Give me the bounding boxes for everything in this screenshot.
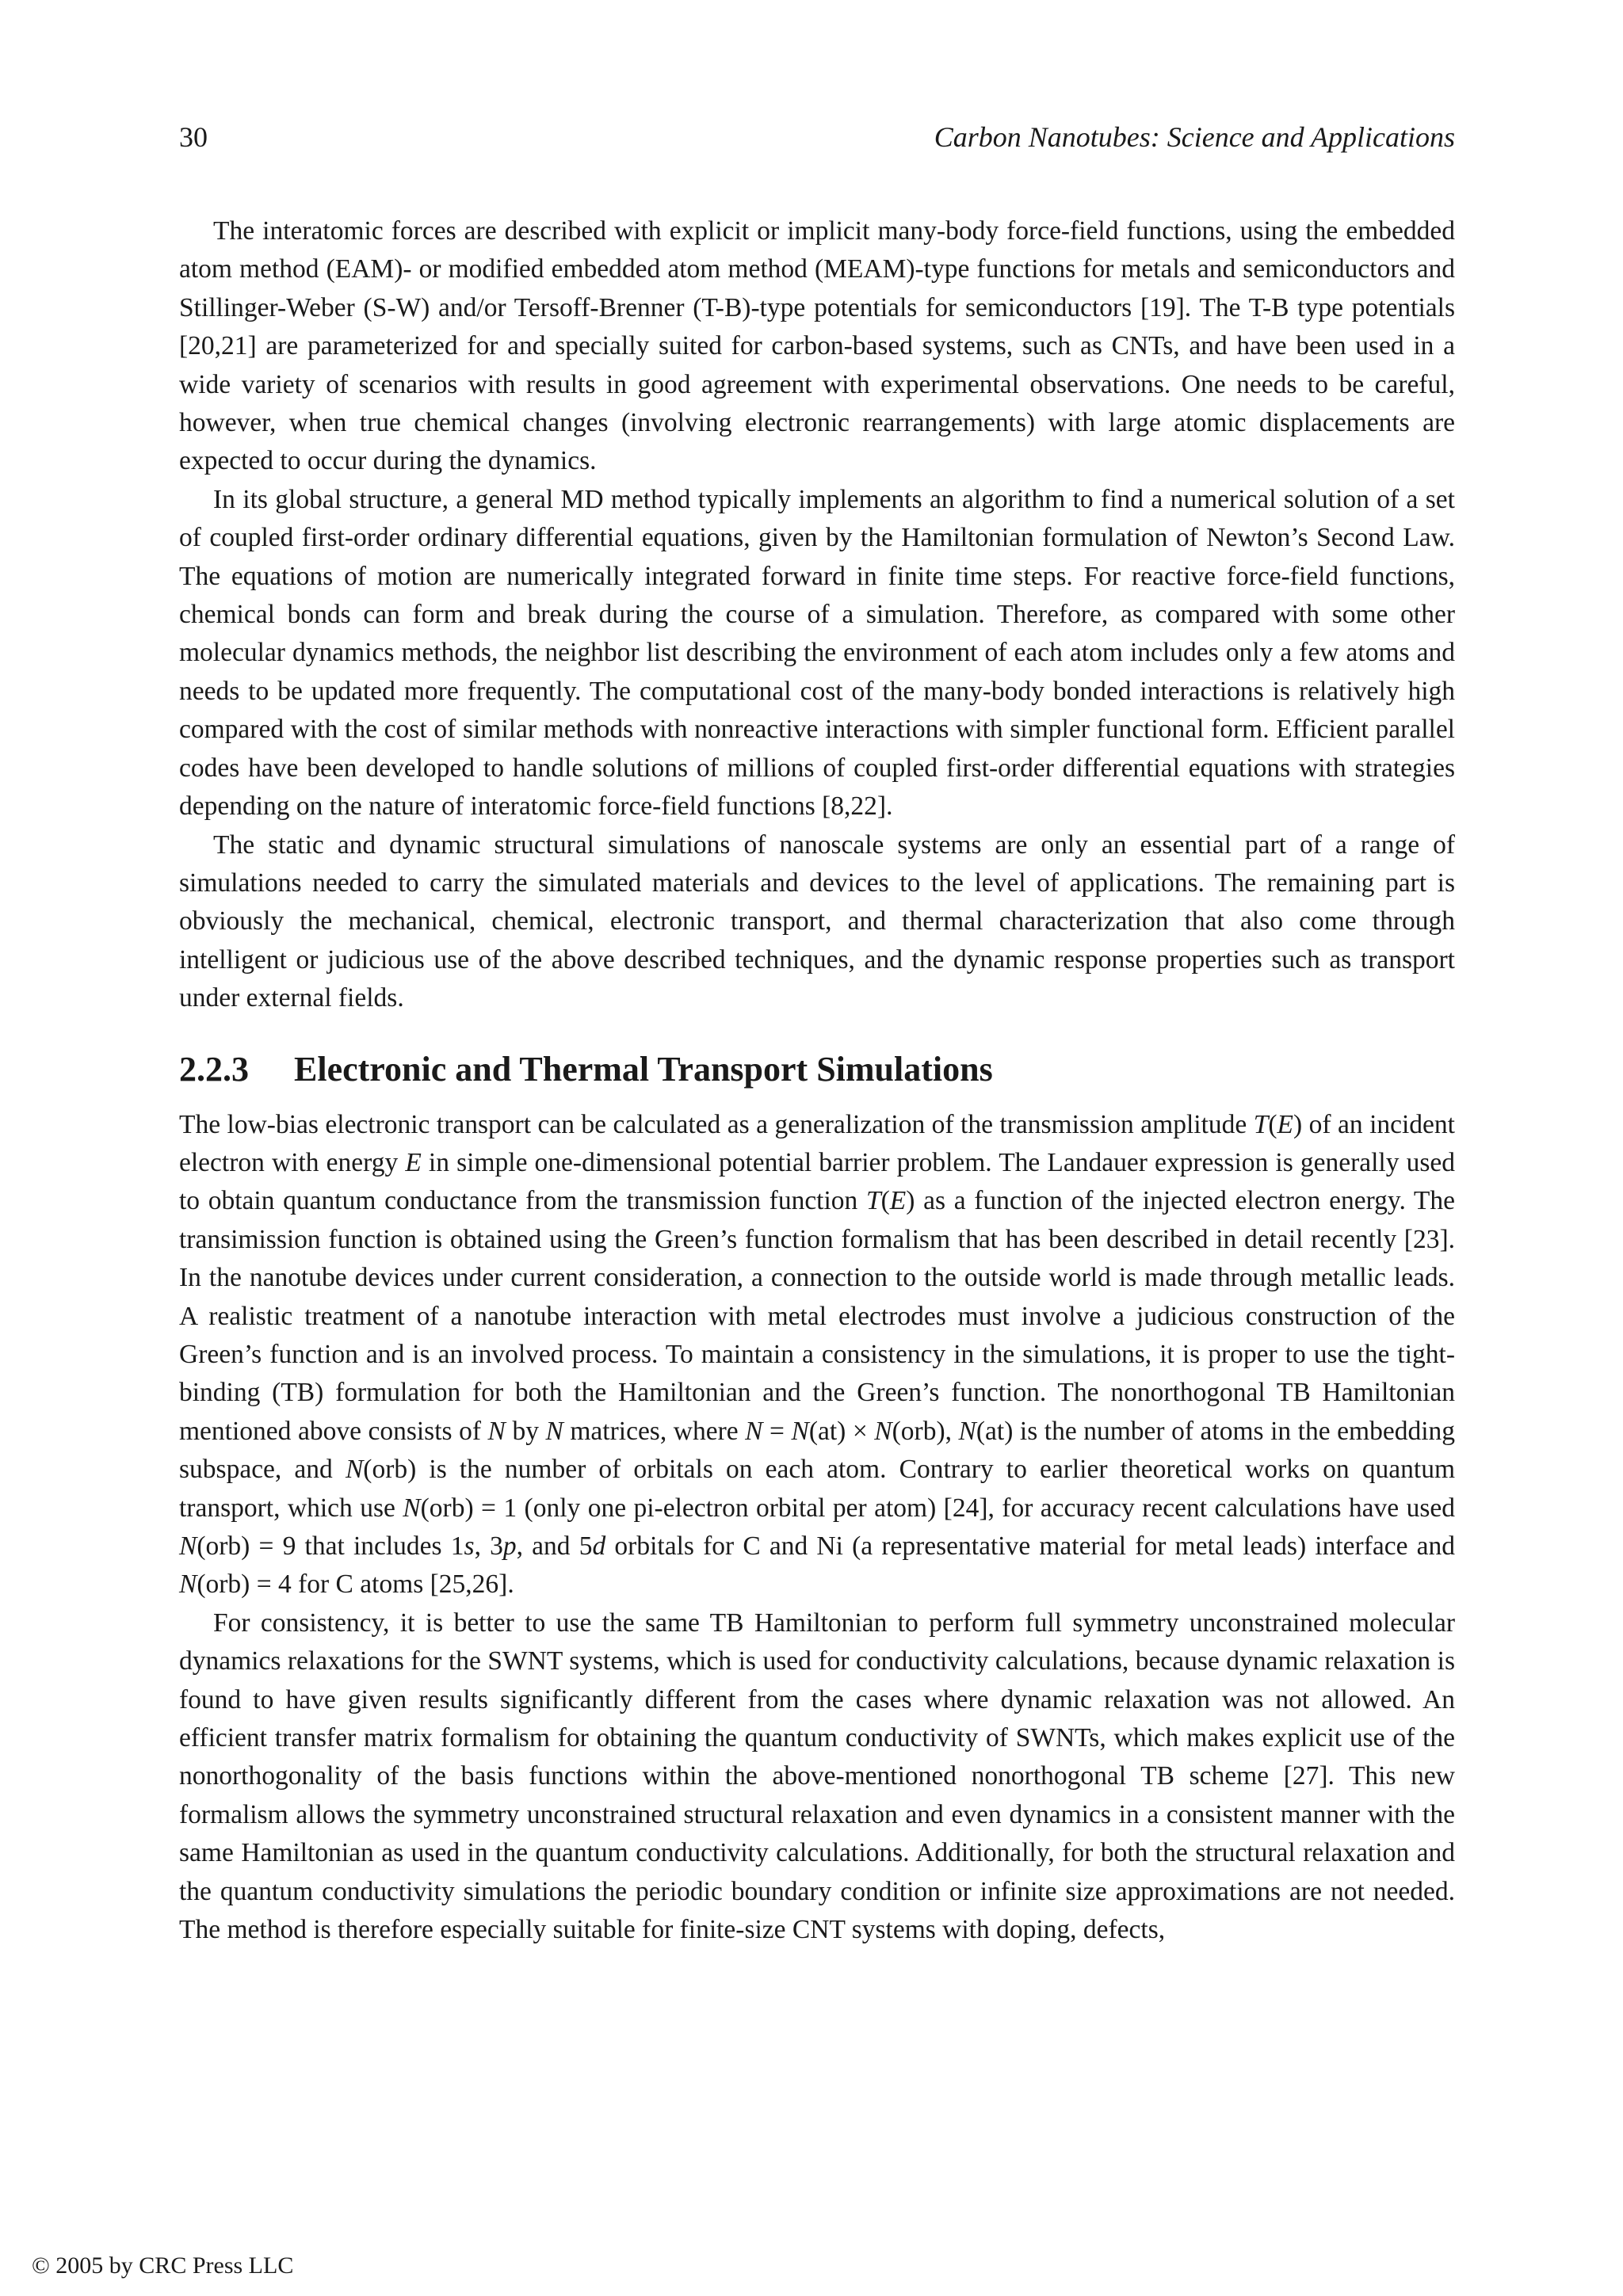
paragraph-interatomic-forces: The interatomic forces are described with explicit or implicit many-body force-field functions, using the embedded atom method (EAM)- or modified embedded atom method (MEAM)-type functions for metals and semiconductors and Stillinger-Weber (S-W) and/or Tersoff-Brenner (T-B)-type potentials for semiconductors [19]. The T-B type potentials [20,21] are parameterized for and specially suited for carbon-based systems, such as CNTs, and have been used in a wide variety of scenarios with results in good agreement with experimental observations. One needs to be careful, however, when true chemical changes (involving electronic rearrangements) with large atomic displacements are expected to occur during the dynamics. <box>179 216 1455 476</box>
section-title: Electronic and Thermal Transport Simulations <box>294 1049 993 1089</box>
section-number: 2.2.3 <box>179 1049 249 1089</box>
running-title: Carbon Nanotubes: Science and Applications <box>934 121 1455 153</box>
paragraph-md-method: In its global structure, a general MD method typically implements an algorithm to find a numerical solution of a set of coupled first-order ordinary differential equations, given by the Hamiltonian formulation of Newton’s Second Law. The equations of motion are numerically integrated forward in finite time steps. For reactive force-field functions, chemical bonds can form and break during the course of a simulation. Therefore, as compared with some other molecular dynamics methods, the neighbor list describing the environment of each atom includes only a few atoms and needs to be updated more frequently. The computational cost of the many-body bonded interactions is relatively high compared with the cost of similar methods with nonreactive interactions with simpler functional form. Efficient parallel codes have been developed to handle solutions of millions of coupled first-order differential equations with strategies depending on the nature of interatomic force-field functions [8,22]. <box>179 484 1455 822</box>
footer-copyright: © 2005 by CRC Press LLC <box>32 2252 294 2279</box>
section-heading <box>179 1047 1455 1093</box>
page-header <box>179 117 1455 157</box>
page-number: 30 <box>179 121 208 153</box>
paragraph-low-bias-transport: The low-bias electronic transport can be calculated as a generalization of the transmission amplitude T(E) of an incident electron with energy E in simple one-dimensional potential barrier problem. The Landauer expression is generally used to obtain quantum conductance from the transmission function T(E) as a function of the injected electron energy. The transimission function is obtained using the Green’s function formalism that has been described in detail recently [23]. In the nanotube devices under current consideration, a connection to the outside world is made through metallic leads. A realistic treatment of a nanotube interaction with metal electrodes must involve a judicious construction of the Green’s function and is an involved process. To maintain a consistency in the simulations, it is proper to use the tight-binding (TB) formulation for both the Hamiltonian and the Green’s function. The nonorthogonal TB Hamiltonian mentioned above consists of N by N matrices, where N = N(at) × N(orb), N(at) is the number of atoms in the embedding subspace, and N(orb) is the number of orbitals on each atom. Contrary to earlier theoretical works on quantum transport, which use N(orb) = 1 (only one pi-electron orbital per atom) [24], for accuracy recent calculations have used N(orb) = 9 that includes 1s, 3p, and 5d orbitals for C and Ni (a representative material for metal leads) interface and N(orb) = 4 for C atoms [25,26]. <box>179 1109 1456 1600</box>
paragraph-static-dynamic: The static and dynamic structural simulations of nanoscale systems are only an essential part of a range of simulations needed to carry the simulated materials and devices to the level of applications. The remaining part is obviously the mechanical, chemical, electronic transport, and thermal characterization that also come through intelligent or judicious use of the above described techniques, and the dynamic response properties such as transport under external fields. <box>179 830 1455 1013</box>
body-text <box>179 212 1455 1949</box>
paragraph-consistency: For consistency, it is better to use the same TB Hamiltonian to perform full symmetry unconstrained molecular dynamics relaxations for the SWNT systems, which is used for conductivity calculations, because dynamic relaxation is found to have given results significantly different from the cases where dynamic relaxation was not allowed. An efficient transfer matrix formalism for obtaining the quantum conductivity of SWNTs, which makes explicit use of the nonorthogonality of the basis functions within the above-mentioned nonorthogonal TB scheme [27]. This new formalism allows the symmetry unconstrained structural relaxation and even dynamics in a consistent manner with the same Hamiltonian as used in the quantum conductivity calculations. Additionally, for both the structural relaxation and the quantum conductivity simulations the periodic boundary condition or infinite size approximations are not needed. The method is therefore especially suitable for finite-size CNT systems with doping, defects, <box>179 1608 1455 1945</box>
